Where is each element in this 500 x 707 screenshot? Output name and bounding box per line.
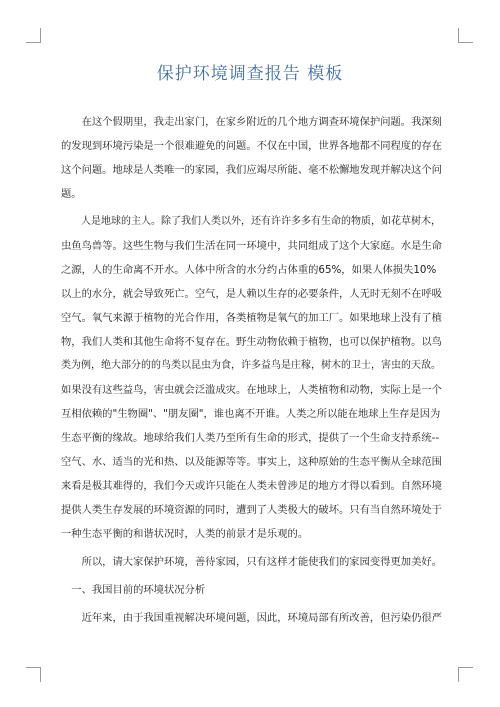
text-line: 生态平衡的缘故。地球给我们人类乃至所有生命的形式，提供了一个生命支持系统-- <box>61 432 440 444</box>
text-line: 如果没有这些益鸟，害虫就会泛滥成灾。在地球上，人类植物和动物，实际上是一个 <box>61 384 442 396</box>
text-line: 所以，请大家保护环境，善待家园，只有这样才能使我们的家园变得更加美好。 <box>61 556 442 568</box>
text-line: 在这个假期里，我走出家门，在家乡附近的几个地方调查环境保护问题。我深刻 <box>61 116 442 128</box>
text-line: 空气。氧气来源于植物的光合作用，各类植物是氧气的加工厂。如果地球上没有了植 <box>61 312 442 324</box>
crop-mark-top-left <box>26 28 41 43</box>
text-line: 以上的水分，就会导致死亡。空气，是人赖以生存的必要条件，人无时无刻不在呼吸 <box>61 288 442 300</box>
text-line: 类为例，绝大部分的的鸟类以昆虫为食，许多益鸟是庄稼，树木的卫士，害虫的天敌。 <box>61 360 441 371</box>
crop-mark-bottom-left <box>26 667 41 682</box>
text-line: 来看是极其难得的，我们今天或许只能在人类未曾涉足的地方才得以看到。自然环境 <box>61 480 442 492</box>
text-line: 物，我们人类和其他生命将不复存在。野生动物依赖于植物，也可以保护植物。以鸟 <box>61 336 442 348</box>
text-line: 提供人类生存发展的环境资源的同时，遭到了人类极大的破坏。只有当自然环境处于 <box>61 504 442 516</box>
text-line: 的发现到环境污染是一个很难避免的问题。不仅在中国，世界各地都不同程度的存在 <box>61 140 442 152</box>
document-title: 保护环境调查报告 模板 <box>156 64 344 84</box>
text-line: 近年来，由于我国重视解决环境问题，因此，环境局部有所改善，但污染仍很严 <box>61 612 442 624</box>
crop-mark-top-right <box>458 28 473 43</box>
text-line: 人是地球的主人。除了我们人类以外，还有许许多多有生命的物质，如花草树木， <box>61 216 441 227</box>
text-line: 空气、水、适当的光和热、以及能源等等。事实上，这种原始的生态平衡从全球范围 <box>61 456 442 468</box>
text-line: 虫鱼鸟兽等。这些生物与我们生活在同一环境中，共同组成了这个大家庭。水是生命 <box>61 240 442 252</box>
text-line: 一种生态平衡的和谐状况时，人类的前景才是乐观的。 <box>61 528 309 540</box>
text-line: 互相依赖的"生物圈"、"朋友圈"，谁也离不开谁。人类之所以能在地球上生存是因为 <box>61 408 441 420</box>
section-heading: 一、我国目前的环境状况分析 <box>61 584 206 596</box>
text-line: 之源，人的生命离不开水。人体中所含的水分约占体重的65%，如果人体损失10% <box>61 264 437 276</box>
text-line: 题。 <box>61 188 82 200</box>
crop-mark-bottom-right <box>458 667 473 682</box>
text-line: 这个问题。地球是人类唯一的家园，我们应竭尽所能、毫不松懈地发现并解决这个问 <box>61 164 442 176</box>
